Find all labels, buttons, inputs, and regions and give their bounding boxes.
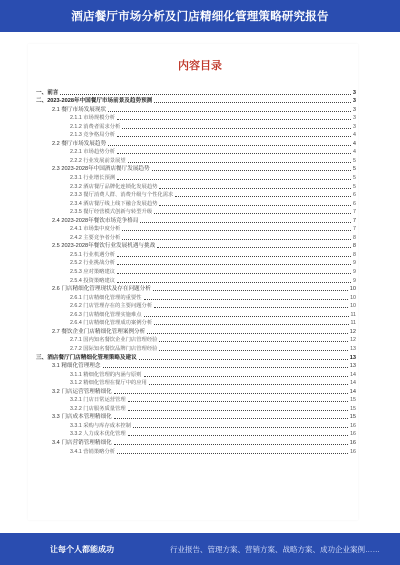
- toc-entry-label: 2.2.2 行业发展前景展望: [70, 157, 126, 164]
- toc-page-number: 10: [350, 303, 356, 310]
- toc-entry-label: 2.7.1 国内知名餐饮企业门店管理经验: [70, 337, 158, 344]
- toc-entry-label: 2.3 2023-2028年中国酒店餐厅发展趋势: [52, 166, 150, 173]
- toc-entry-label: 2.6 门店精细化管理现状及存在问题分析: [52, 286, 151, 293]
- toc-leader-dots: [147, 332, 348, 334]
- toc-entry-label: 2.2.1 市场趋势分析: [70, 149, 116, 156]
- toc-leader-dots: [152, 169, 351, 171]
- toc-page-number: 13: [349, 363, 356, 370]
- toc-page-number: 10: [349, 286, 356, 293]
- toc-leader-dots: [60, 93, 350, 95]
- toc-leader-dots: [154, 306, 348, 308]
- toc-page-number: 9: [353, 269, 356, 276]
- toc-entry-label: 2.1.2 消费者需求分析: [70, 123, 121, 130]
- toc-page-number: 7: [353, 209, 356, 216]
- toc-page-number: 16: [350, 431, 356, 438]
- toc-leader-dots: [159, 187, 351, 189]
- toc-entry-label: 二、2023-2028年中国餐厅市场前景及趋势预测: [36, 98, 153, 105]
- toc-entry-label: 2.6.1 门店精细化管理的重要性: [70, 294, 142, 301]
- toc-entry-label: 2.5.4 投资策略建议: [70, 277, 116, 284]
- toc-entry-label: 2.3.3 餐厅消费人群、消费升级与个性化需求: [70, 192, 174, 199]
- toc-entry[interactable]: [36, 447, 356, 456]
- toc-entry-label: 2.1.3 竞争格局分析: [70, 132, 116, 139]
- toc-entry[interactable]: [36, 344, 356, 353]
- toc-entry[interactable]: [36, 250, 356, 259]
- toc-entry-label: 3.4 门店营销管理精细化: [52, 439, 112, 446]
- toc-entry[interactable]: [36, 208, 356, 217]
- toc-leader-dots: [103, 366, 348, 368]
- toc-leader-dots: [122, 127, 351, 129]
- toc-entry[interactable]: [36, 353, 356, 362]
- toc-heading: 内容目录: [178, 59, 222, 72]
- toc-entry[interactable]: [36, 165, 356, 174]
- toc-entry[interactable]: [36, 396, 356, 405]
- toc-leader-dots: [128, 400, 348, 402]
- toc-entry-label: 2.6.2 门店管理存在的主要问题分析: [70, 303, 153, 310]
- toc-entry-label: 2.4.1 市场集中度分析: [70, 226, 121, 233]
- toc-leader-dots: [117, 263, 351, 265]
- toc-leader-dots: [122, 229, 351, 231]
- toc-page-number: 6: [353, 192, 356, 199]
- toc-page-number: 11: [350, 320, 356, 327]
- toc-page-number: 3: [352, 89, 356, 96]
- toc-entry[interactable]: [36, 421, 356, 430]
- toc-entry[interactable]: [36, 404, 356, 413]
- footer-slogan: 让每个人都能成功: [50, 544, 114, 554]
- toc-entry-label: 2.5.2 行业挑战分析: [70, 260, 116, 267]
- toc-leader-dots: [159, 340, 348, 342]
- toc-page-number: 8: [353, 234, 356, 241]
- toc-page-number: 16: [350, 448, 356, 455]
- toc-entry[interactable]: [36, 173, 356, 182]
- footer-tagline: 行业报告、管理方案、营销方案、战略方案、成功企业案例……: [170, 544, 380, 554]
- toc-leader-dots: [117, 255, 351, 257]
- toc-entry[interactable]: [36, 302, 356, 311]
- toc-entry-label: 2.6.3 门店精细化管理实施难点: [70, 311, 142, 318]
- toc-entry[interactable]: [36, 362, 356, 371]
- toc-leader-dots: [114, 392, 348, 394]
- toc-page-number: 13: [350, 345, 356, 352]
- toc-entry[interactable]: [36, 293, 356, 302]
- toc-page-number: 16: [349, 439, 356, 446]
- toc-page-number: 15: [350, 397, 356, 404]
- toc-leader-dots: [133, 426, 348, 428]
- toc-leader-dots: [117, 281, 351, 283]
- toc-entry-label: 三、酒店餐厅门店精细化管理策略及建议: [36, 354, 137, 361]
- toc-entry-label: 3.4.1 营销策略分析: [70, 448, 116, 455]
- toc-leader-dots: [117, 272, 351, 274]
- footer-banner: [0, 533, 400, 565]
- toc-page-number: 5: [352, 166, 356, 173]
- toc-entry-label: 2.3.4 酒店餐厅线上线下融合发展趋势: [70, 200, 158, 207]
- toc-page-number: 5: [353, 175, 356, 182]
- toc-entry[interactable]: [36, 276, 356, 285]
- report-title: 酒店餐厅市场分析及门店精细化管理策略研究报告: [71, 11, 329, 23]
- toc-page-number: 9: [353, 260, 356, 267]
- toc-page-number: 16: [350, 422, 356, 429]
- toc-page-number: 3: [353, 115, 356, 122]
- toc-entry[interactable]: [36, 267, 356, 276]
- toc-leader-dots: [108, 110, 351, 112]
- toc-entry[interactable]: [36, 379, 356, 388]
- toc-entry[interactable]: [36, 370, 356, 379]
- toc-entry-label: 2.6.4 门店精细化管理成功案例分析: [70, 320, 153, 327]
- toc-entry[interactable]: [36, 182, 356, 191]
- toc-page-number: 4: [352, 140, 356, 147]
- toc-entry-label: 一、前言: [36, 89, 59, 96]
- toc-entry[interactable]: [36, 225, 356, 234]
- toc-page-number: 7: [353, 226, 356, 233]
- toc-entry[interactable]: [36, 148, 356, 157]
- toc-entry[interactable]: [36, 122, 356, 131]
- toc-leader-dots: [159, 349, 348, 351]
- toc-leader-dots: [128, 434, 348, 436]
- toc-entry[interactable]: [36, 199, 356, 208]
- toc-entry-label: 3.1 精细化管理理念: [52, 363, 101, 370]
- toc-entry-label: 2.7.2 国际知名餐饮品牌门店管理经验: [70, 345, 158, 352]
- toc-page-number: 9: [353, 277, 356, 284]
- toc-page-number: 8: [352, 243, 356, 250]
- toc-page-number: 15: [349, 414, 356, 421]
- toc-page-number: 3: [352, 98, 356, 105]
- toc-entry-label: 2.5 2023-2028年餐饮行业发展机遇与挑战: [52, 243, 156, 250]
- toc-leader-dots: [117, 178, 351, 180]
- toc-entry[interactable]: [36, 242, 356, 251]
- toc-entry-label: 2.1.1 市场规模分析: [70, 115, 116, 122]
- toc-page-number: 7: [352, 217, 356, 224]
- toc-leader-dots: [157, 246, 351, 248]
- toc-entry-label: 3.3.2 人力成本优化管理: [70, 431, 126, 438]
- toc-entry[interactable]: [36, 131, 356, 140]
- toc-leader-dots: [175, 195, 351, 197]
- toc-page-number: 15: [350, 405, 356, 412]
- toc-leader-dots: [154, 101, 351, 103]
- toc-entry-label: 2.5.1 行业机遇分析: [70, 251, 116, 258]
- toc-entry-label: 3.1.2 精细化管理在餐厅中的应用: [70, 380, 147, 387]
- toc-page-number: 8: [353, 251, 356, 258]
- toc-entry-label: 3.1.1 精细化管理的内涵与原则: [70, 371, 142, 378]
- toc-page-number: 14: [350, 371, 356, 378]
- toc-entry[interactable]: [36, 387, 356, 396]
- toc-entry-label: 2.1 餐厅市场发展现状: [52, 106, 107, 113]
- toc-leader-dots: [117, 452, 348, 454]
- toc-leader-dots: [117, 152, 351, 154]
- toc-page-number: 14: [349, 388, 356, 395]
- toc-entry[interactable]: [36, 285, 356, 294]
- toc-leader-dots: [154, 323, 348, 325]
- toc-page-number: 11: [350, 311, 356, 318]
- toc-page-number: 5: [353, 157, 356, 164]
- toc-entry-label: 2.3.5 餐厅经营模式创新与转型升级: [70, 209, 153, 216]
- toc-leader-dots: [117, 118, 351, 120]
- toc-entry-label: 3.3 门店成本管理精细化: [52, 414, 112, 421]
- toc-entry-label: 3.2.2 门店服务质量管理: [70, 405, 126, 412]
- toc-leader-dots: [154, 212, 351, 214]
- toc-page-number: 14: [350, 380, 356, 387]
- toc-entry[interactable]: [36, 336, 356, 345]
- toc-page-number: 4: [353, 149, 356, 156]
- toc-entry-label: 2.7 餐饮企业门店精细化管理案例分析: [52, 328, 146, 335]
- toc-entry[interactable]: [36, 438, 356, 447]
- toc-entry-label: 2.4.2 主要竞争者分析: [70, 234, 121, 241]
- toc-leader-dots: [128, 161, 351, 163]
- toc-entry[interactable]: [36, 430, 356, 439]
- toc-entry-label: 2.3.2 酒店餐厅品牌化连锁化发展趋势: [70, 183, 158, 190]
- toc-entry-label: 2.4 2023-2028年餐饮市场竞争格局: [52, 217, 139, 224]
- toc-entry-label: 3.3.1 采购与库存成本控制: [70, 422, 131, 429]
- toc-leader-dots: [108, 144, 351, 146]
- toc-page-number: 10: [350, 294, 356, 301]
- toc-entry-label: 2.2 餐厅市场发展趋势: [52, 140, 107, 147]
- toc-page-number: 3: [353, 123, 356, 130]
- toc-entry[interactable]: [36, 139, 356, 148]
- toc-entry[interactable]: [36, 310, 356, 319]
- header-banner: [0, 0, 400, 32]
- toc-leader-dots: [128, 409, 348, 411]
- toc-leader-dots: [153, 289, 348, 291]
- toc-entry-label: 2.3.1 行业增长预测: [70, 175, 116, 182]
- toc-leader-dots: [139, 358, 348, 360]
- toc-entry[interactable]: [36, 319, 356, 328]
- toc-leader-dots: [122, 238, 351, 240]
- toc-page-number: 4: [353, 132, 356, 139]
- toc-page-number: 12: [349, 328, 356, 335]
- toc-entry[interactable]: [36, 156, 356, 165]
- toc-entry[interactable]: [36, 216, 356, 225]
- toc-leader-dots: [114, 417, 348, 419]
- toc-leader-dots: [114, 443, 348, 445]
- toc-page-number: 3: [352, 106, 356, 113]
- toc-entry[interactable]: [36, 233, 356, 242]
- toc-entry[interactable]: [36, 114, 356, 123]
- toc-entry[interactable]: [36, 191, 356, 200]
- toc-page-number: 12: [350, 337, 356, 344]
- toc-entry[interactable]: [36, 105, 356, 114]
- toc-entry-label: 3.2.1 门店日常运营管理: [70, 397, 126, 404]
- toc-leader-dots: [149, 383, 348, 385]
- toc-page-number: 5: [353, 183, 356, 190]
- toc-entry-label: 2.5.3 应对策略建议: [70, 269, 116, 276]
- toc-page-number: 13: [349, 354, 356, 361]
- toc-page-number: 6: [353, 200, 356, 207]
- toc-leader-dots: [159, 204, 351, 206]
- toc-leader-dots: [144, 375, 349, 377]
- toc-entry-label: 3.2 门店运营管理精细化: [52, 388, 112, 395]
- toc-leader-dots: [117, 135, 351, 137]
- toc-leader-dots: [144, 298, 349, 300]
- toc-entry[interactable]: [36, 327, 356, 336]
- toc-leader-dots: [144, 315, 349, 317]
- toc-entry[interactable]: [36, 88, 356, 97]
- toc-leader-dots: [140, 221, 350, 223]
- toc-entry[interactable]: [36, 259, 356, 268]
- toc-entry[interactable]: [36, 97, 356, 106]
- toc-entry[interactable]: [36, 413, 356, 422]
- table-of-contents: [36, 88, 356, 456]
